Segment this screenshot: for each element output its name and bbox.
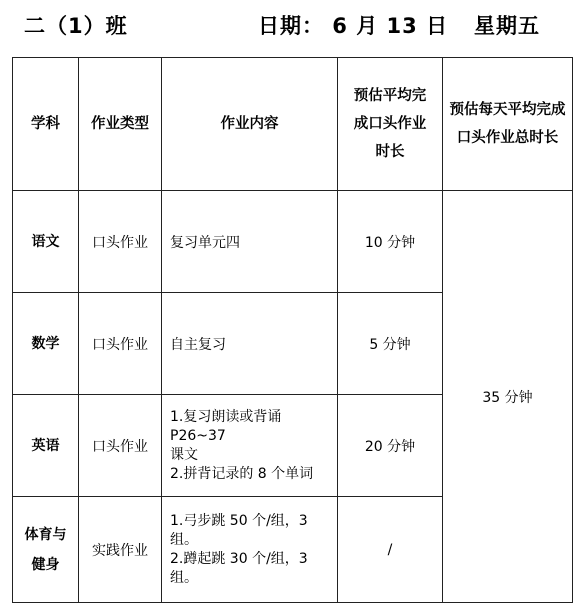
subject-line: 数学	[31, 335, 60, 352]
row-duration: 20 分钟	[338, 395, 443, 497]
header-avg-time-line: 成口头作业	[353, 116, 427, 132]
subject-line: 英语	[31, 437, 60, 454]
content-line: 1.弓步跳 50 个/组，3 组。	[170, 512, 308, 548]
content-line: 自主复习	[170, 336, 226, 353]
content-line: 课文	[170, 446, 198, 463]
row-duration: /	[338, 497, 443, 603]
row-content	[162, 395, 338, 497]
row-subject	[13, 191, 79, 293]
header-avg-time-line: 预估平均完	[353, 88, 427, 104]
total-duration: 35 分钟	[443, 191, 573, 603]
row-content	[162, 497, 338, 603]
weekday-label: 星期五	[474, 14, 540, 38]
table-header-row	[13, 58, 573, 191]
header-subject: 学科	[13, 58, 79, 191]
page-header	[0, 0, 587, 52]
header-content: 作业内容	[162, 58, 338, 191]
row-subject	[13, 497, 79, 603]
row-duration: 10 分钟	[338, 191, 443, 293]
row-type: 口头作业	[79, 395, 162, 497]
row-type: 口头作业	[79, 191, 162, 293]
content-line: 2.蹲起跳 30 个/组，3 组。	[170, 550, 308, 586]
header-type: 作业类型	[79, 58, 162, 191]
class-name: 二（1）班	[24, 14, 128, 38]
header-avg-time	[338, 58, 443, 191]
date-label: 日期： 6 月 13 日	[258, 14, 449, 38]
row-duration: 5 分钟	[338, 293, 443, 395]
header-avg-time-line: 时长	[375, 144, 405, 160]
subject-line: 语文	[31, 233, 60, 250]
row-content	[162, 191, 338, 293]
homework-table	[12, 57, 573, 603]
row-type: 口头作业	[79, 293, 162, 395]
subject-line: 健身	[31, 556, 60, 573]
content-line: 复习单元四	[170, 234, 240, 251]
row-subject	[13, 293, 79, 395]
header-total-time	[443, 58, 573, 191]
table-row	[13, 191, 573, 293]
row-subject	[13, 395, 79, 497]
row-content	[162, 293, 338, 395]
row-type: 实践作业	[79, 497, 162, 603]
header-total-time-line: 预估每天平均完成	[449, 102, 566, 118]
content-line: 2.拼背记录的 8 个单词	[170, 465, 314, 482]
subject-line: 体育与	[24, 526, 67, 543]
header-total-time-line: 口头作业总时长	[456, 130, 559, 146]
content-line: 1.复习朗读或背诵 P26~37	[170, 408, 282, 444]
